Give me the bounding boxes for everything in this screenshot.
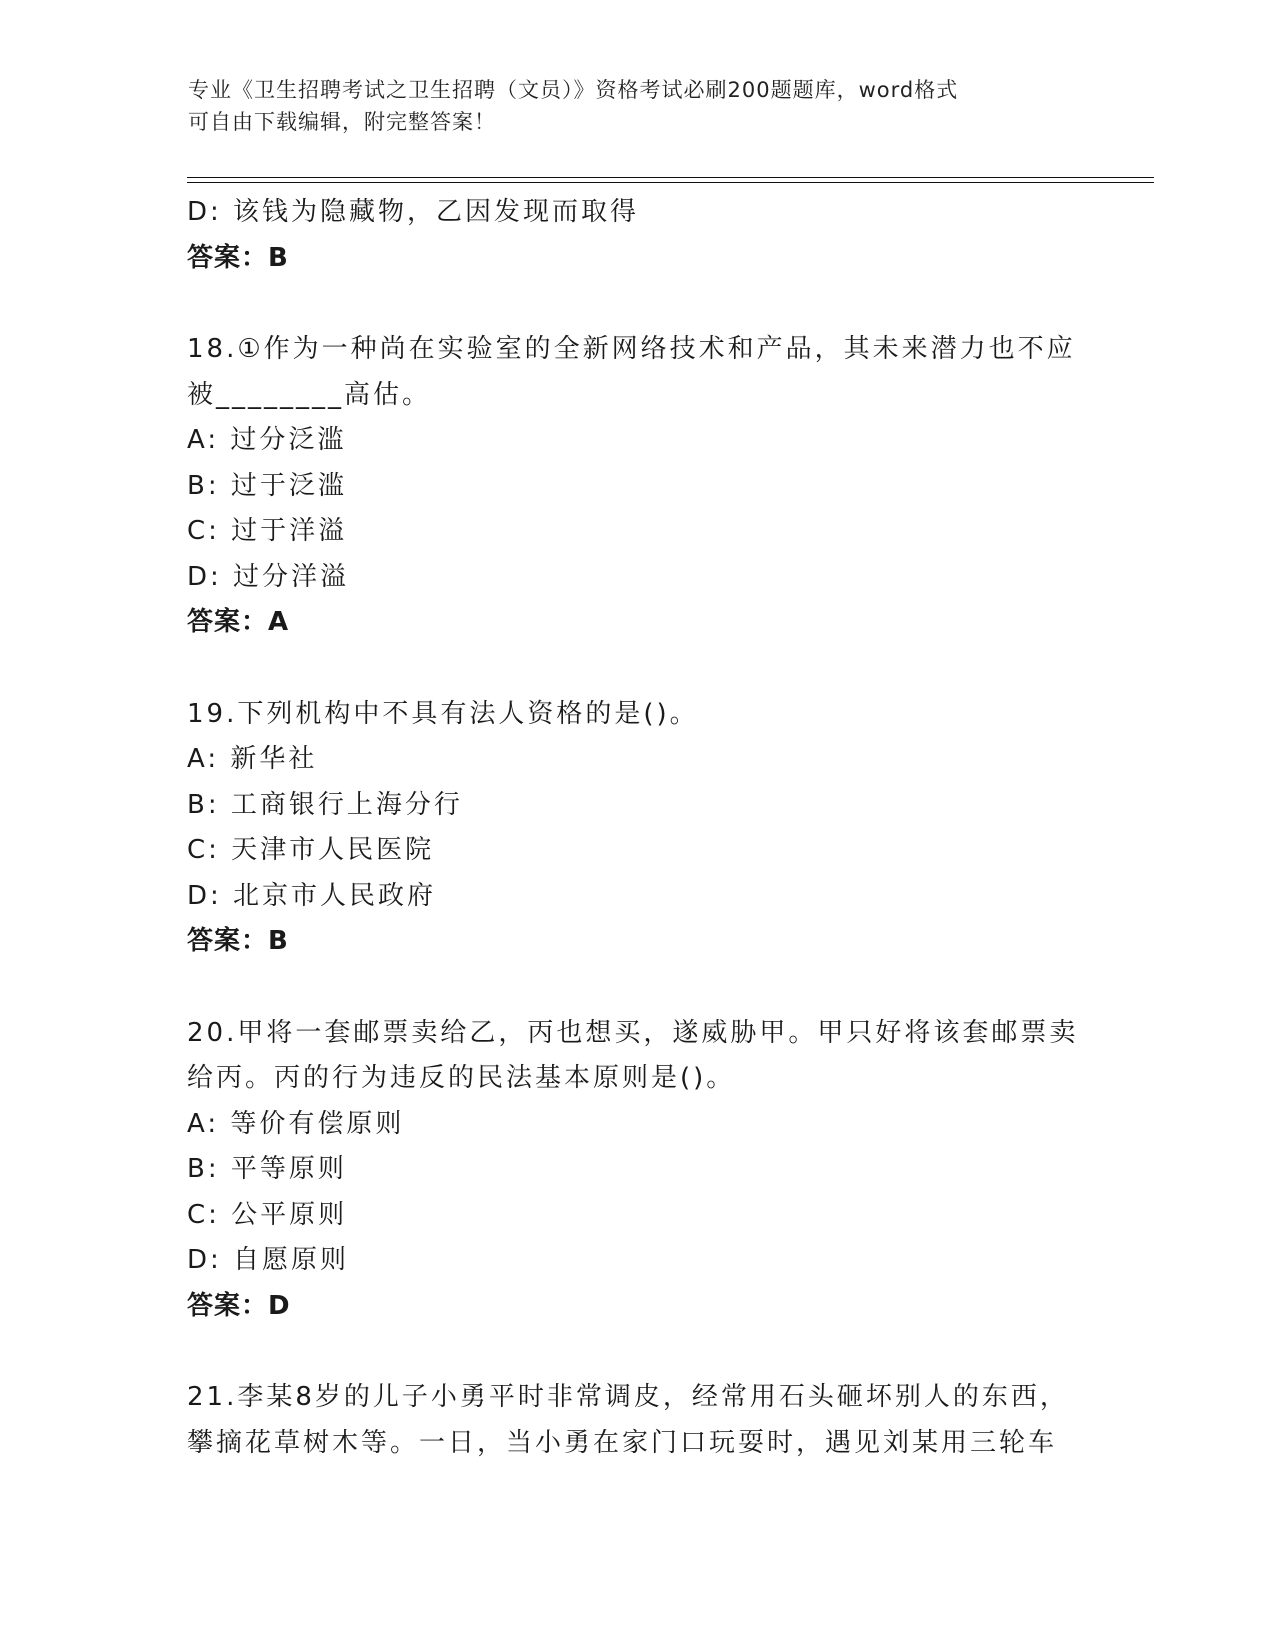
option-a: A: 等价有偿原则	[187, 1108, 405, 1139]
option-d: D: 北京市人民政府	[187, 880, 437, 911]
spacer	[187, 281, 1087, 327]
header-title-line-1: 专业《卫生招聘考试之卫生招聘（文员）》资格考试必刷200题题库，word格式	[188, 78, 959, 102]
option-d: D: 自愿原则	[187, 1245, 350, 1275]
answer-line: 答案：B	[187, 926, 289, 956]
option-d: D: 该钱为隐藏物，乙因发现而取得	[187, 197, 640, 227]
question-19	[187, 692, 1087, 965]
question-18	[187, 327, 1087, 646]
question-list	[187, 190, 1087, 1466]
question-stem: 18.①作为一种尚在实验室的全新网络技术和产品，其未来潜力也不应	[187, 334, 1076, 364]
question-20	[187, 1011, 1087, 1330]
answer-line: 答案：A	[187, 607, 290, 637]
option-b: B: 工商银行上海分行	[187, 789, 463, 820]
spacer	[187, 646, 1087, 692]
previous-question-tail	[187, 190, 1087, 281]
option-c: C: 公平原则	[187, 1199, 348, 1230]
question-stem: 21.李某8岁的儿子小勇平时非常调皮，经常用石头砸坏别人的东西，	[187, 1382, 1069, 1412]
answer-line: 答案：B	[187, 242, 289, 273]
option-b: B: 过于泛滥	[187, 470, 347, 501]
option-b: B: 平等原则	[187, 1154, 347, 1184]
option-a: A: 过分泛滥	[187, 425, 347, 455]
header-divider-top	[187, 177, 1154, 178]
option-d: D: 过分洋溢	[187, 561, 350, 592]
answer-line: 答案：D	[187, 1290, 291, 1321]
question-stem: 给丙。丙的行为违反的民法基本原则是()。	[187, 1063, 736, 1093]
option-c: C: 过于洋溢	[187, 516, 348, 546]
header-title-line-2: 可自由下载编辑，附完整答案！	[188, 110, 496, 134]
question-stem: 被________高估。	[187, 379, 432, 410]
header-divider-bottom	[187, 182, 1154, 183]
question-21	[187, 1375, 1087, 1466]
question-stem: 19.下列机构中不具有法人资格的是()。	[187, 698, 699, 729]
question-stem: 攀摘花草树木等。一日，当小勇在家门口玩耍时，遇见刘某用三轮车	[187, 1427, 1058, 1458]
document-header	[188, 74, 1088, 138]
question-stem: 20.甲将一套邮票卖给乙，丙也想买，遂威胁甲。甲只好将该套邮票卖	[187, 1017, 1079, 1048]
spacer	[187, 1329, 1087, 1375]
spacer	[187, 965, 1087, 1011]
option-c: C: 天津市人民医院	[187, 835, 435, 865]
option-a: A: 新华社	[187, 744, 318, 774]
